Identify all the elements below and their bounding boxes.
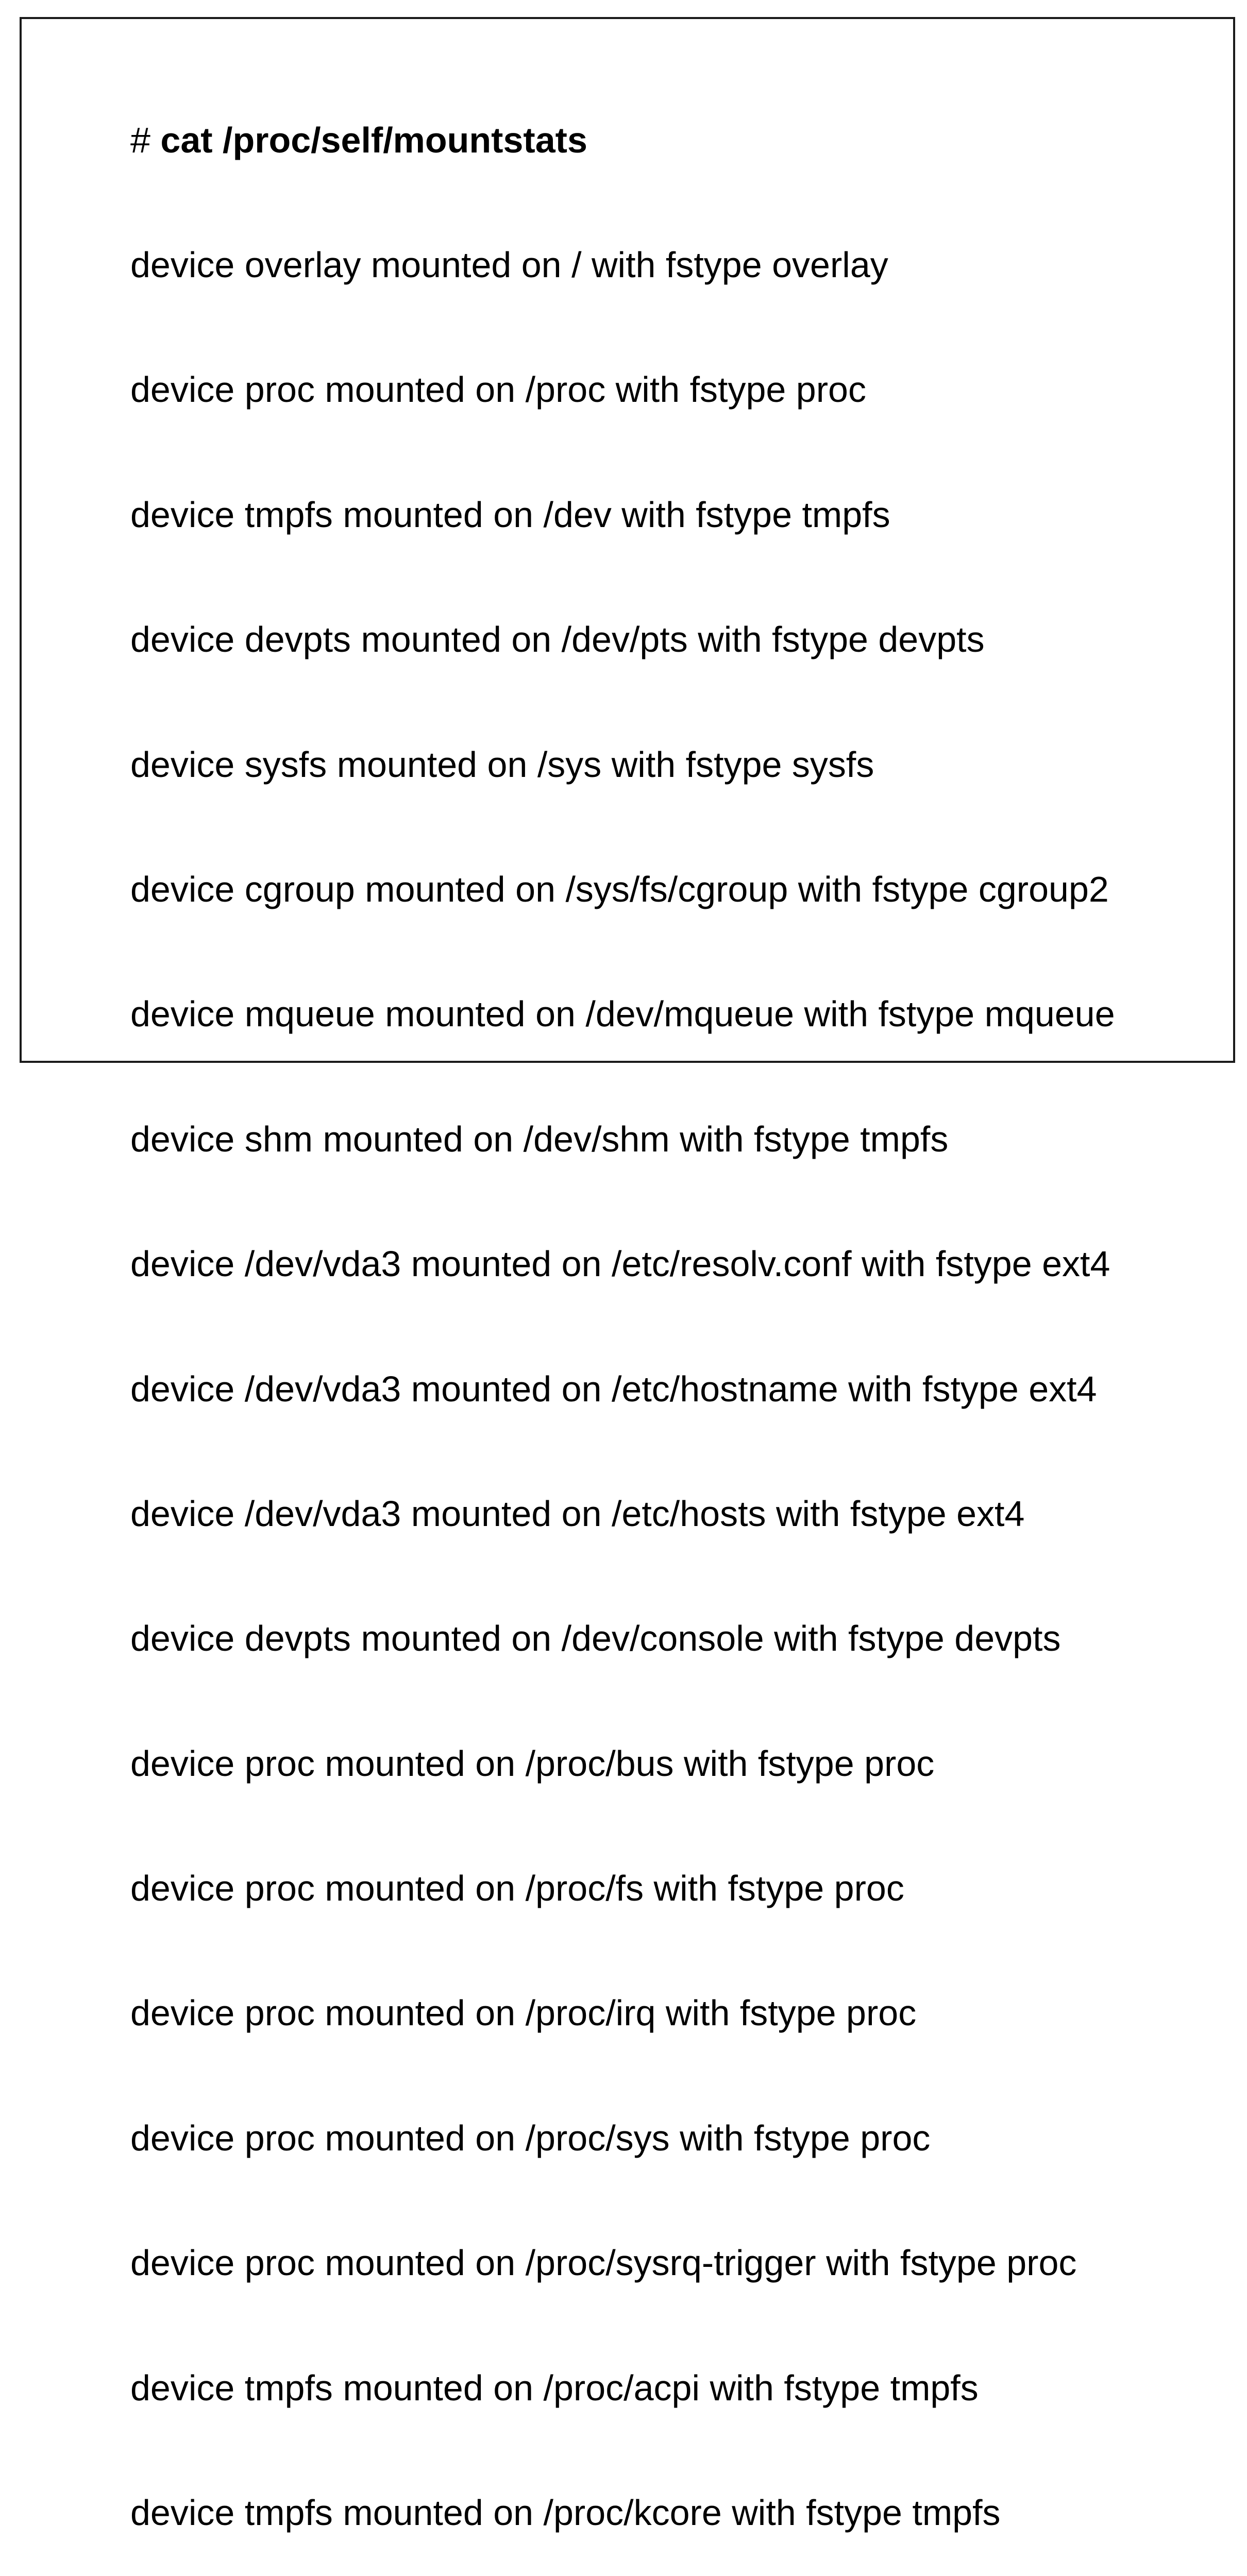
output-line: device tmpfs mounted on /dev with fstype tmpfs xyxy=(130,494,890,535)
output-line: device shm mounted on /dev/shm with fstype tmpfs xyxy=(130,1118,949,1159)
output-line: device proc mounted on /proc/sysrq-trigger with fstype proc xyxy=(130,2243,1077,2283)
command-line xyxy=(130,120,1115,161)
output-line: device devpts mounted on /dev/pts with fstype devpts xyxy=(130,619,985,660)
output-line: device tmpfs mounted on /proc/acpi with fstype tmpfs xyxy=(130,2367,979,2408)
output-line: device proc mounted on /proc/fs with fstype proc xyxy=(130,1868,904,1909)
output-line: device devpts mounted on /dev/console with fstype devpts xyxy=(130,1618,1061,1659)
output-line: device proc mounted on /proc/bus with fstype proc xyxy=(130,1743,935,1784)
output-line: device mqueue mounted on /dev/mqueue with fstype mqueue xyxy=(130,994,1115,1035)
output-line: device sysfs mounted on /sys with fstype sysfs xyxy=(130,744,874,785)
command-text: cat /proc/self/mountstats xyxy=(160,120,587,160)
shell-prompt: # xyxy=(130,120,161,160)
output-line: device proc mounted on /proc/sys with fstype proc xyxy=(130,2117,931,2158)
output-line: device cgroup mounted on /sys/fs/cgroup with fstype cgroup2 xyxy=(130,869,1109,909)
output-line: device /dev/vda3 mounted on /etc/hostname with fstype ext4 xyxy=(130,1368,1097,1409)
terminal-output xyxy=(130,36,1115,2576)
output-line: device proc mounted on /proc with fstype proc xyxy=(130,369,866,410)
output-line: device /dev/vda3 mounted on /etc/hosts with fstype ext4 xyxy=(130,1493,1025,1534)
output-line: device tmpfs mounted on /proc/kcore with fstype tmpfs xyxy=(130,2493,1001,2533)
output-line: device /dev/vda3 mounted on /etc/resolv.conf with fstype ext4 xyxy=(130,1244,1110,1284)
output-line: device overlay mounted on / with fstype overlay xyxy=(130,244,888,285)
output-line: device proc mounted on /proc/irq with fstype proc xyxy=(130,1993,917,2033)
